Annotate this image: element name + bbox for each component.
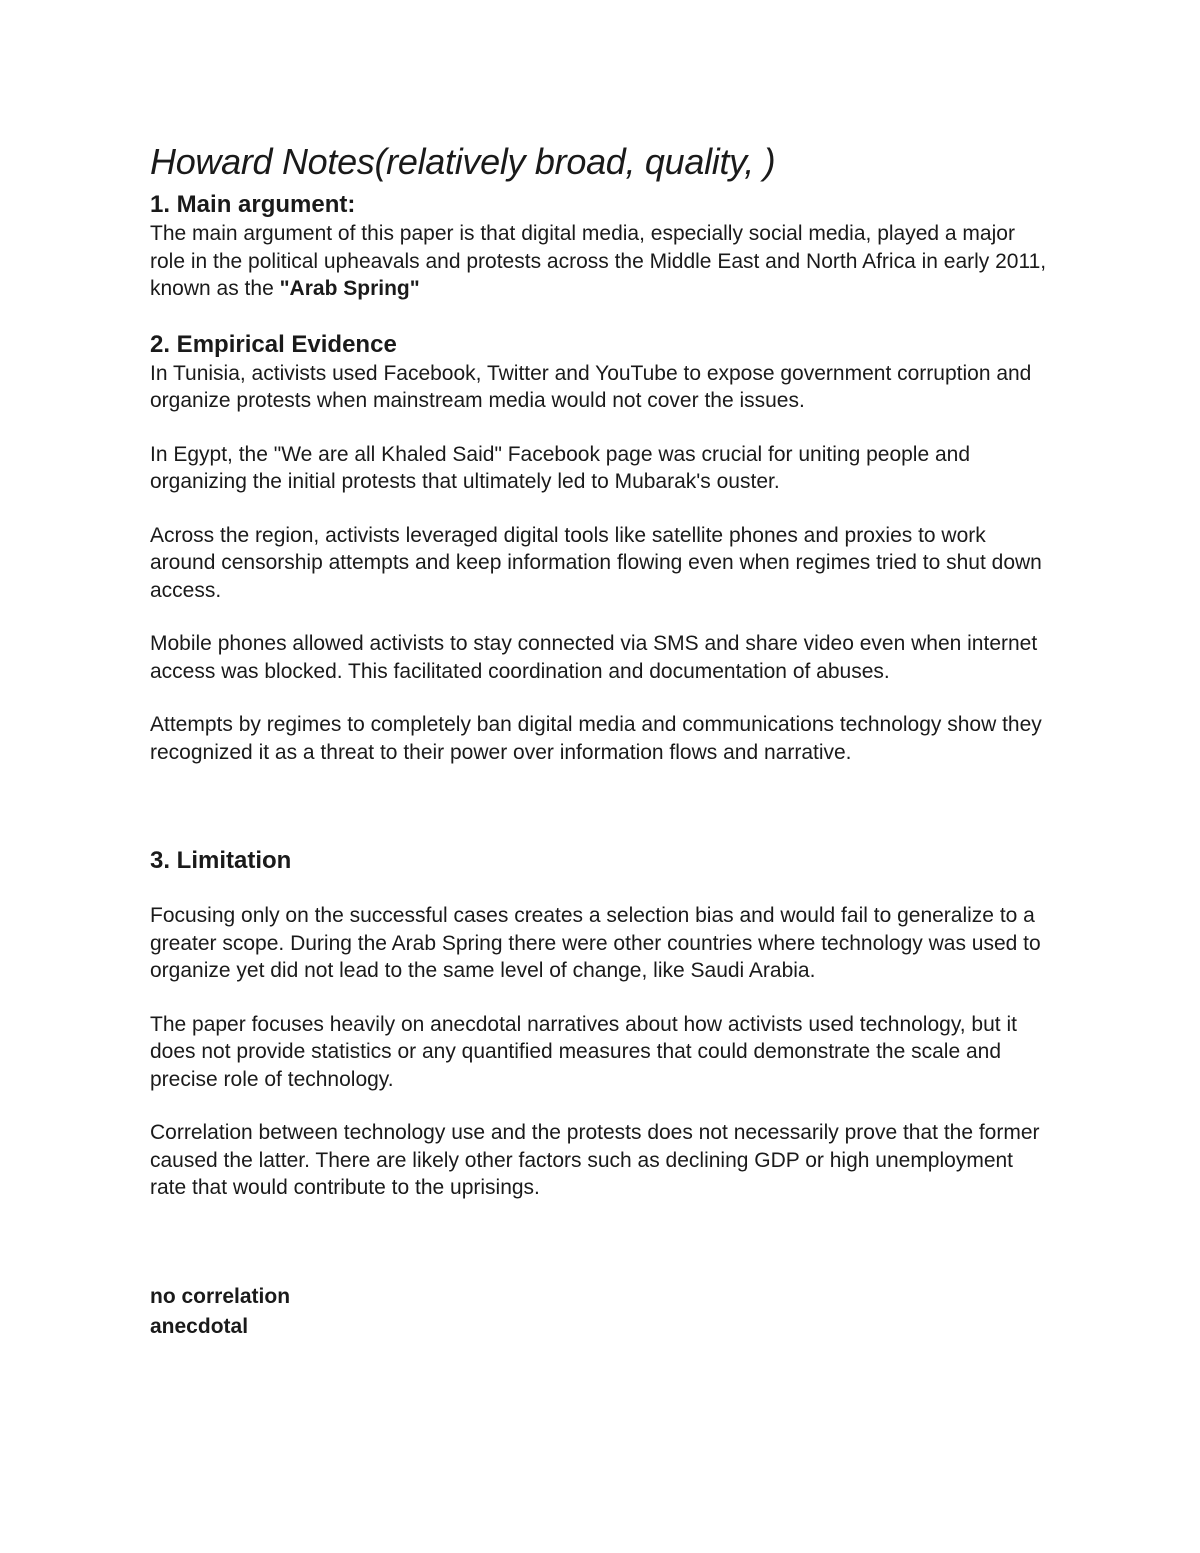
spacer xyxy=(150,303,1050,330)
evidence-paragraph-regimes: Attempts by regimes to completely ban digital media and communications technology show they recognized it as a threat to their power over information flows and narrative. xyxy=(150,713,1042,764)
arab-spring-emphasis: "Arab Spring" xyxy=(279,277,420,300)
limitation-paragraph-correlation: Correlation between technology use and the protests does not necessarily prove that the former caused the latter. There are likely other factors such as declining GDP or high unemployment rate that would contribute to the uprisings. xyxy=(150,1121,1040,1199)
evidence-paragraph-region: Across the region, activists leveraged digital tools like satellite phones and proxies to work around censorship attempts and keep information flowing even when regimes tried to shut down access. xyxy=(150,523,1042,602)
evidence-paragraph-egypt: In Egypt, the "We are all Khaled Said" Facebook page was crucial for uniting people and organizing the initial protests that ultimately led to Mubarak's ouster. xyxy=(150,442,971,493)
main-argument-text: The main argument of this paper is that digital media, especially social media, played a major role in the political upheavals and protests across the Middle East and North Africa in early 2011, known as the xyxy=(150,222,1047,300)
keyword-no-correlation: no correlation xyxy=(150,1284,291,1308)
section-heading-empirical-evidence: 2. Empirical Evidence xyxy=(150,330,397,358)
spacer xyxy=(150,1202,1050,1282)
document-title: Howard Notes(relatively broad, quality, ) xyxy=(150,141,776,182)
spacer xyxy=(150,685,1050,711)
spacer xyxy=(150,496,1050,522)
spacer xyxy=(150,876,1050,902)
evidence-paragraph-tunisia: In Tunisia, activists used Facebook, Twitter and YouTube to expose government corruption and organize protests when mainstream media would not cover the issues. xyxy=(150,361,1032,412)
section-heading-main-argument: 1. Main argument: xyxy=(150,191,356,218)
spacer xyxy=(150,604,1050,630)
keyword-anecdotal: anecdotal xyxy=(150,1314,249,1338)
section-heading-limitation: 3. Limitation xyxy=(150,847,292,874)
spacer xyxy=(150,1093,1050,1119)
main-argument-paragraph xyxy=(150,220,1050,303)
document-page xyxy=(150,138,1050,1342)
limitation-paragraph-selection-bias: Focusing only on the successful cases creates a selection bias and would fail to generalize to a greater scope. During the Arab Spring there were other countries where technology was used to organize yet did not lead to the same level of change, like Saudi Arabia. xyxy=(150,904,1041,982)
spacer xyxy=(150,415,1050,441)
spacer xyxy=(150,766,1050,846)
spacer xyxy=(150,985,1050,1011)
evidence-paragraph-mobile: Mobile phones allowed activists to stay connected via SMS and share video even when internet access was blocked. This facilitated coordination and documentation of abuses. xyxy=(150,632,1038,683)
limitation-paragraph-anecdotal: The paper focuses heavily on anecdotal narratives about how activists used technology, but it does not provide statistics or any quantified measures that could demonstrate the scale and precise role of technology. xyxy=(150,1012,1017,1091)
